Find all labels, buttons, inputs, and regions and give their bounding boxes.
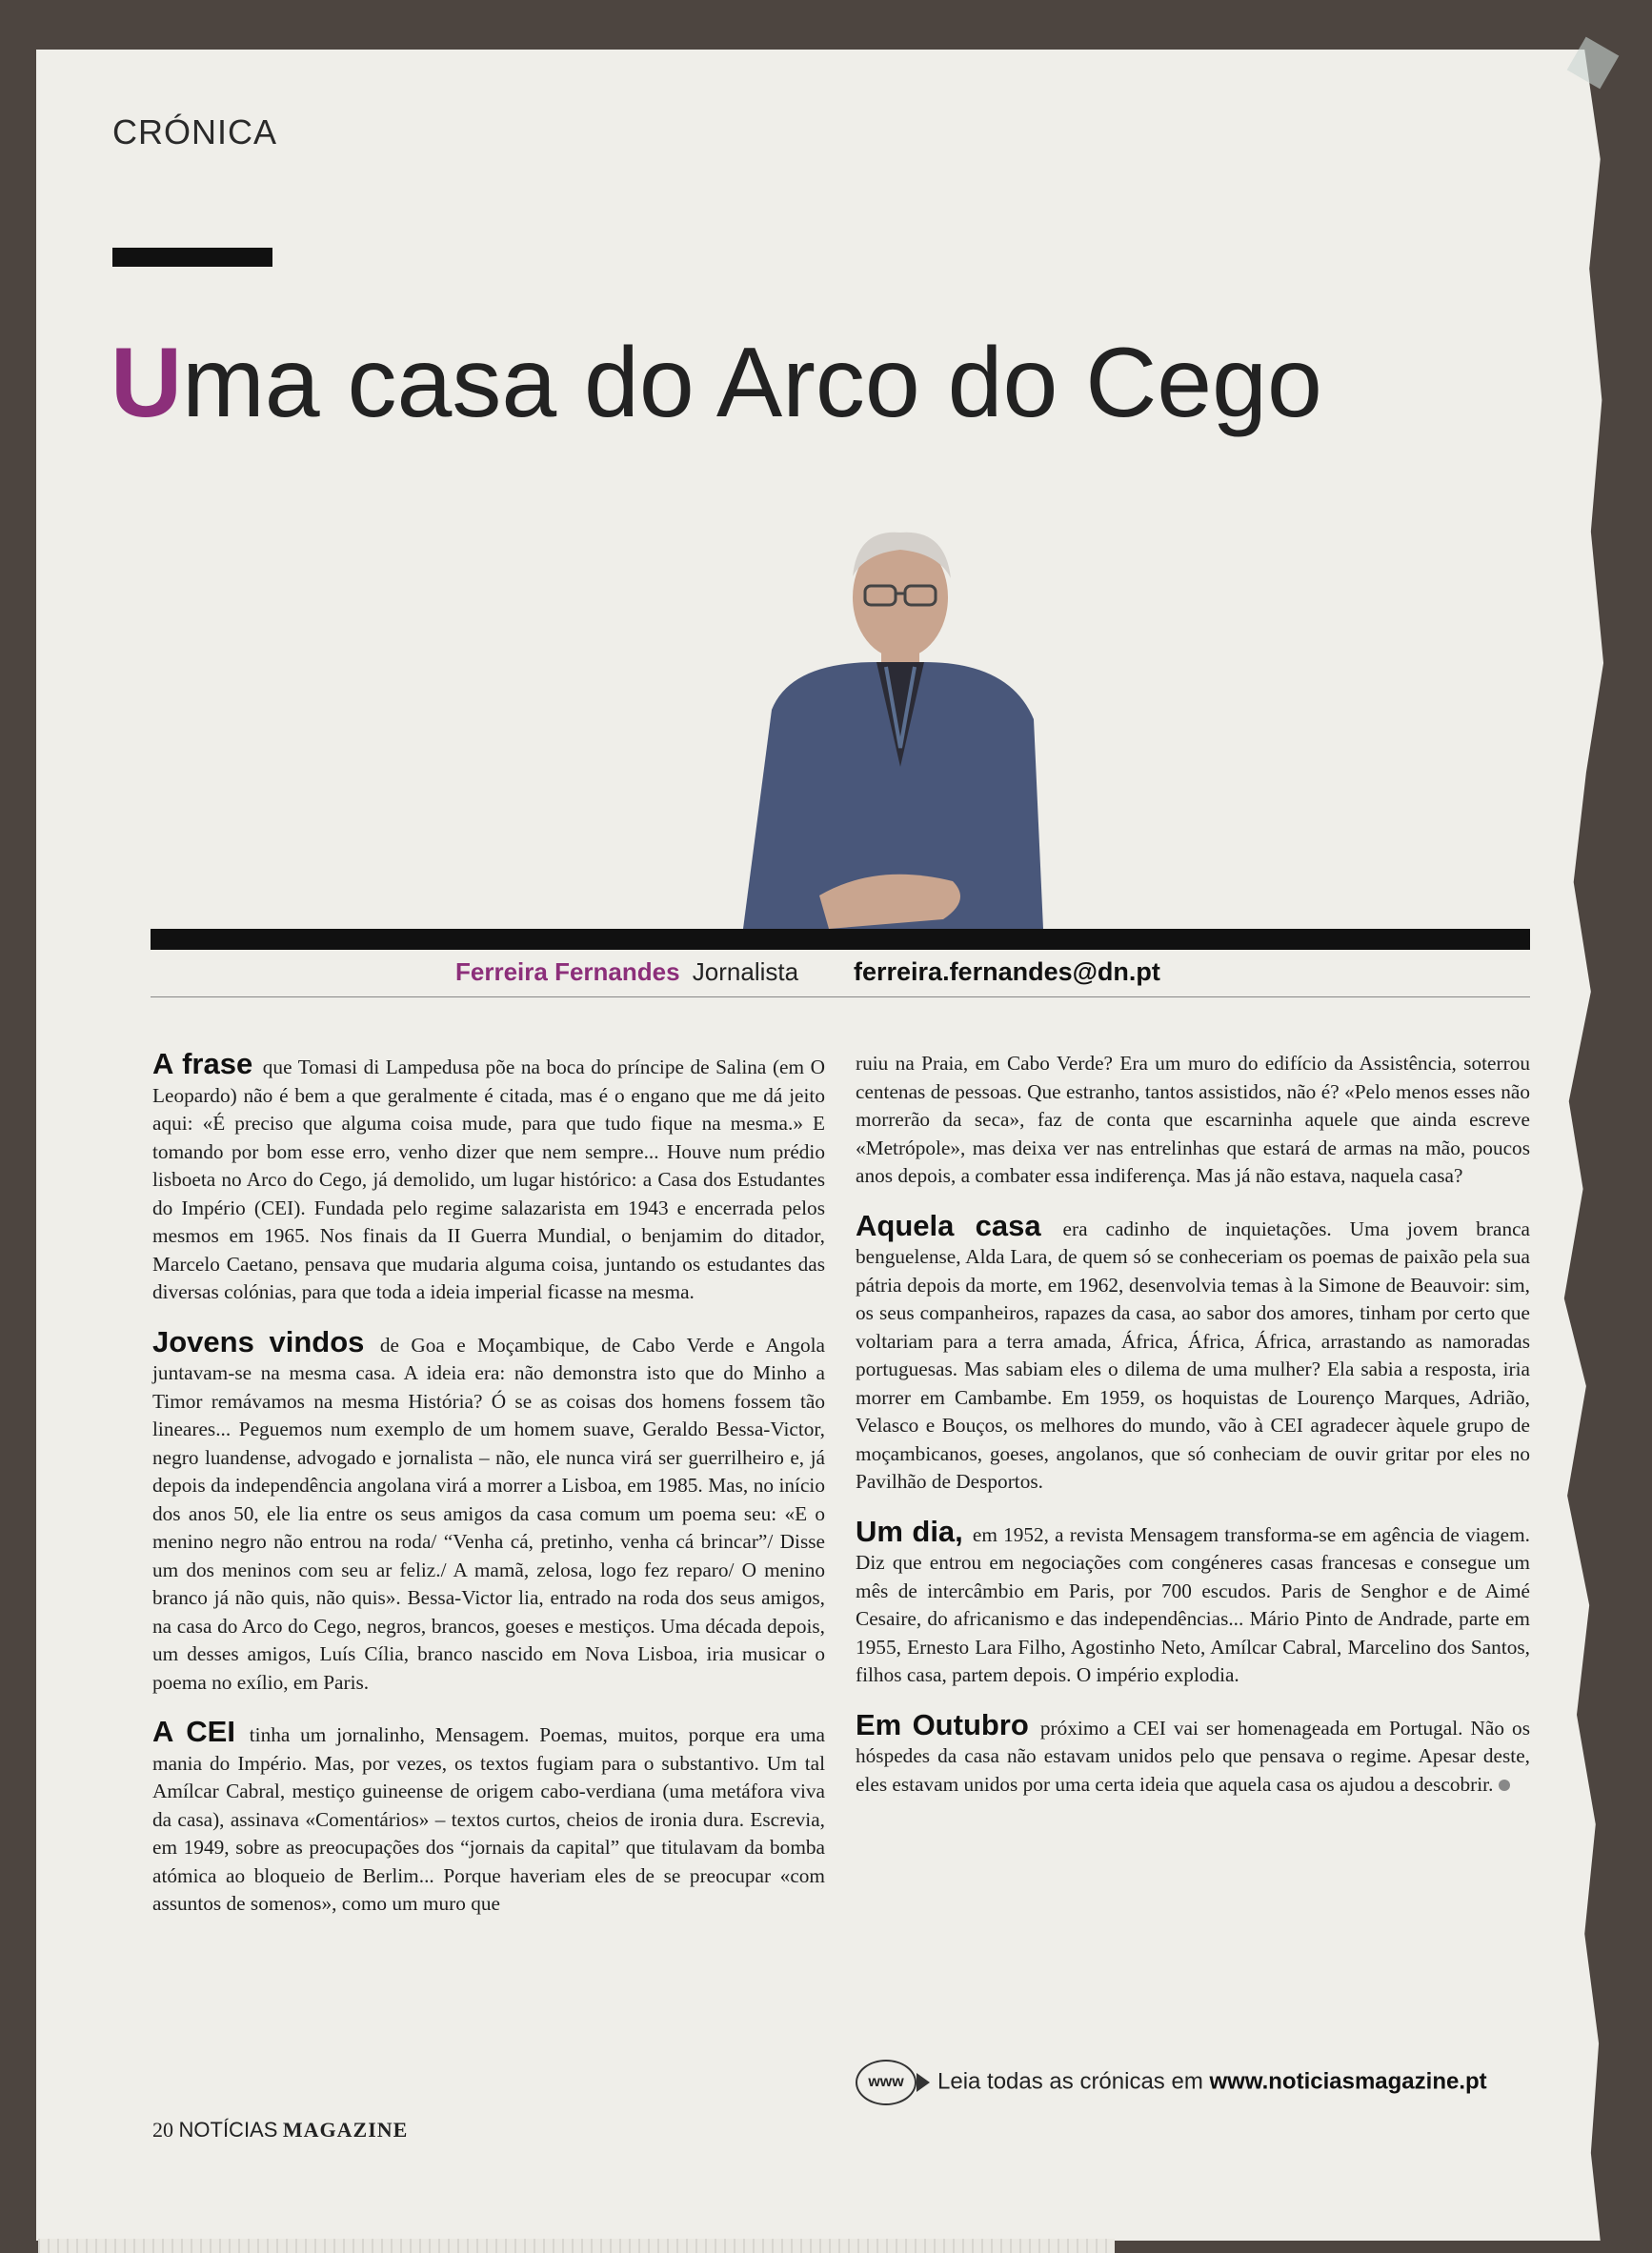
web-link-box — [856, 2060, 1522, 2105]
paragraph-text: era cadinho de inquietações. Uma jovem branca benguelense, Alda Lara, de quem só se conheceriam os poemas de paixão pela sua pátria depois da morte, em 1962, desenvolvia temas à la Simone de Beauvoir: sim, os seus companheiros, rapazes da casa, ao sabor dos amores, tinham por certo que voltariam para a terra amada, África, África, África, arrastando as namoradas portuguesas. Mas sabiam eles o dilema de uma mulher? Ela sabia a resposta, iria morrer em Cambambe. Em 1959, os hoquistas de Lourenço Marques, Adrião, Velasco e Bouços, os melhores do mundo, vão à CEI agradecer àquele grupo de moçambicanos, goeses, angolanos, que só conheciam de ouvir gritar por eles no Pavilhão de Desportos. — [856, 1217, 1530, 1493]
byline — [455, 957, 798, 987]
author-role: Jornalista — [692, 957, 799, 986]
brand-magazine: MAGAZINE — [282, 2118, 409, 2142]
paragraph — [152, 1715, 825, 1919]
brand-notícias: NOTÍCIAS — [178, 2118, 278, 2142]
author-email[interactable]: ferreira.fernandes@dn.pt — [854, 957, 1160, 986]
right-column — [856, 1050, 1530, 1820]
title-initial: U — [111, 328, 183, 438]
paragraph — [856, 1514, 1530, 1690]
paragraph — [856, 1707, 1530, 1800]
title-rule — [112, 248, 272, 267]
author-photo — [734, 519, 1048, 976]
paragraph-lead: Um dia, — [856, 1514, 963, 1548]
page-number: 20 — [152, 2118, 173, 2142]
paragraph-lead: Jovens vindos — [152, 1324, 365, 1358]
paragraph-lead: A CEI — [152, 1715, 235, 1748]
scan-ruler — [38, 2239, 1115, 2253]
divider — [151, 996, 1530, 997]
left-column — [152, 1047, 826, 1940]
paragraph-text: ruiu na Praia, em Cabo Verde? Era um muro do edifício da Assistência, soterrou centenas de pessoas. Que estranho, tantos assistidos, não é? «Pelo menos esses não morrerão da seca», faz de conta que escarninha aquele que ainda escreve «Metrópole», mas deixa ver nas entrelinhas que estará de armas na mão, poucos anos depois, a combater essa indiferença. Mas já não estava, naquela casa? — [856, 1052, 1530, 1187]
www-globe-icon: www — [856, 2060, 917, 2105]
paragraph — [856, 1050, 1530, 1191]
section-label: CRÓNICA — [112, 112, 278, 151]
article-title — [111, 328, 1322, 438]
web-link-url[interactable]: www.noticiasmagazine.pt — [1209, 2068, 1487, 2095]
end-mark-icon — [1499, 1780, 1510, 1791]
page-footer — [152, 2118, 408, 2142]
paragraph-text: tinha um jornalinho, Mensagem. Poemas, muitos, porque era uma mania do Império. Mas, por vezes, os textos fugiam para o substantivo. Um tal Amílcar Cabral, mestiço guineense de origem cabo-verdiana (uma metáfora viva da casa), assinava «Comentários» – textos curtos, cheios de ironia dura. Escrevia, em 1949, sobre as preocupações dos “jornais da capital” que titulavam da bomba atómica ao bloqueio de Berlim... Porque haveriam eles de se preocupar «com assuntos de somenos», como um muro que — [152, 1723, 825, 1915]
paragraph — [856, 1208, 1530, 1497]
paragraph-lead: Em Outubro — [856, 1707, 1029, 1741]
paragraph-text: em 1952, a revista Mensagem transforma-se em agência de viagem. Diz que entrou em negociações com congéneres casas francesas e consegue um mês de intercâmbio em Paris, por 700 escudos. Paris de Senghor e de Aimé Cesaire, do africanismo e das independências... Mário Pinto de Andrade, parte em 1955, Ernesto Lara Filho, Agostinho Neto, Amílcar Cabral, Marcelino dos Santos, filhos casa, partem depois. O império explodia. — [856, 1522, 1530, 1686]
author-name: Ferreira Fernandes — [455, 957, 680, 986]
paragraph-lead: Aquela casa — [856, 1208, 1041, 1242]
web-link-text: Leia todas as crónicas em — [937, 2068, 1203, 2095]
title-rest: ma casa do Arco do Cego — [182, 328, 1322, 438]
paragraph-lead: A frase — [152, 1047, 253, 1080]
byline-bar — [151, 929, 1530, 950]
paragraph-text: que Tomasi di Lampedusa põe na boca do príncipe de Salina (em O Leopardo) não é bem a que geralmente é citada, mas é o engano que me dá jeito aqui: «É preciso que alguma coisa mude, para que tudo fique na mesma.» E tomando por bom esse erro, venho dizer que nem sempre... Houve num prédio lisboeta no Arco do Cego, já demolido, um lugar histórico: a Casa dos Estudantes do Império (CEI). Fundada pelo regime salazarista em 1943 e encerrada pelos mesmos em 1965. Nos finais da II Guerra Mundial, o benjamim do ditador, Marcelo Caetano, pensava que mudaria alguma coisa, juntando os estudantes das diversas colónias, para que toda a ideia imperial ficasse na mesma. — [152, 1056, 826, 1303]
paragraph-text: de Goa e Moçambique, de Cabo Verde e Angola juntavam-se na mesma casa. A ideia era: não demonstra isto que do Minho a Timor remávamos na mesma História? Ó se as coisas dos homens fossem tão lineares... Peguemos num exemplo de um homem suave, Geraldo Bessa-Victor, negro luandense, advogado e jornalista – não, ele nunca virá ser guerrilheiro e, já depois da independência angolana virá a morrer a Lisboa, em 1985. Mas, no início dos anos 50, ele lia entre os seus amigos da casa comum um poema seu: «E o menino negro não entrou na roda/ “Venha cá, pretinho, venha cá brincar”/ Disse um dos meninos com seu ar feliz./ A mamã, zelosa, logo fez reparo/ O menino branco já não quis, não quis». Bessa-Victor lia, entrado na roda dos seus amigos, na casa do Arco do Cego, negros, brancos, goeses e mestiços. Uma década depois, um desses amigos, Luís Cília, branco nascido em Nova Lisboa, iria musicar o poema no exílio, em Paris. — [152, 1333, 825, 1694]
paragraph-text: próximo a CEI vai ser homenageada em Portugal. Não os hóspedes da casa não estavam unidos pelo que pensava o regime. Apesar deste, eles estavam unidos por uma certa ideia que aquela casa os ajudou a descobrir. — [856, 1716, 1530, 1796]
arrow-right-icon — [917, 2073, 930, 2092]
paragraph — [152, 1324, 825, 1698]
paragraph — [152, 1047, 826, 1307]
